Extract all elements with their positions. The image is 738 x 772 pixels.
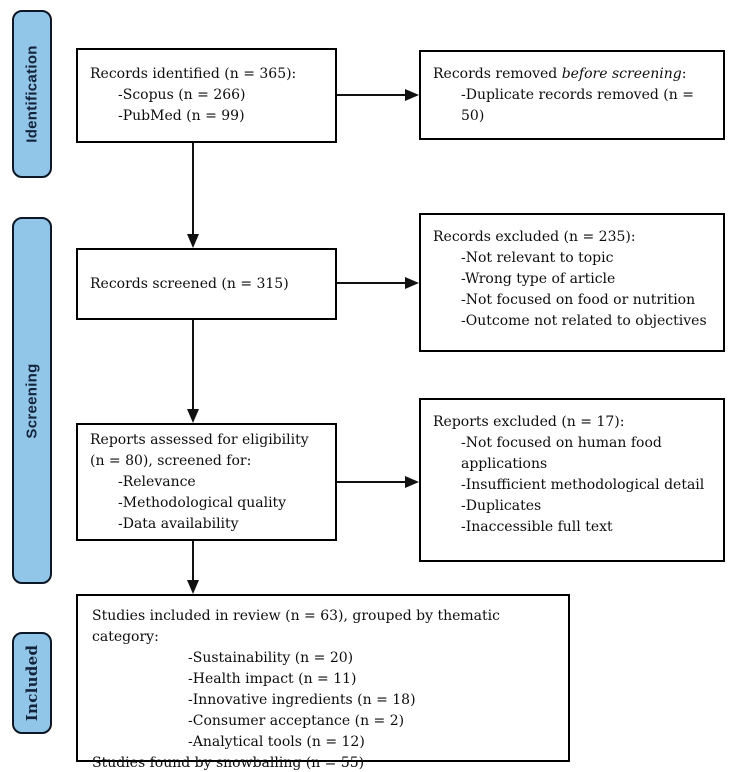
- box-records-removed: [419, 50, 725, 140]
- stage-bar-screening: [12, 217, 52, 584]
- reports-excluded-item: -Inaccessible full text: [461, 519, 613, 535]
- reports-assessed-item: -Data availability: [118, 515, 239, 532]
- arrowhead-down-icon: [187, 234, 199, 248]
- arrow-identified-to-screened: [192, 143, 194, 234]
- studies-included-title: Studies included in review (n = 63), grouped by thematic category:: [92, 608, 500, 645]
- box-reports-excluded: [419, 398, 725, 562]
- box-records-identified: [76, 48, 337, 143]
- reports-excluded-title: Reports excluded (n = 17):: [433, 414, 625, 430]
- records-screened-title: Records screened (n = 315): [90, 275, 289, 292]
- reports-excluded-item: -Not focused on human food applications: [461, 435, 662, 472]
- arrowhead-right-icon: [405, 277, 419, 289]
- box-reports-assessed: [76, 423, 337, 541]
- records-removed-title: [433, 64, 711, 85]
- box-records-excluded: [419, 213, 725, 352]
- records-identified-title: Records identified (n = 365):: [90, 66, 297, 82]
- studies-included-item: -Innovative ingredients (n = 18): [188, 692, 416, 708]
- arrowhead-down-icon: [187, 409, 199, 423]
- records-excluded-item: -Wrong type of article: [461, 271, 616, 287]
- reports-assessed-item: -Methodological quality: [118, 494, 287, 511]
- reports-assessed-title-line1: Reports assessed for eligibility: [90, 431, 309, 448]
- studies-included-item: -Health impact (n = 11): [188, 671, 357, 687]
- stage-label-identification: Identification: [23, 45, 41, 143]
- stage-bar-included: [12, 632, 52, 734]
- reports-excluded-item: -Duplicates: [461, 498, 542, 514]
- records-excluded-title: Records excluded (n = 235):: [433, 229, 636, 245]
- records-excluded-item: -Not relevant to topic: [461, 250, 614, 266]
- arrow-screened-to-assessed: [192, 320, 194, 409]
- records-removed-title-prefix: Records removed: [433, 65, 562, 82]
- arrow-identified-to-removed: [337, 94, 405, 96]
- stage-label-screening: Screening: [23, 362, 41, 439]
- records-identified-item-pubmed: -PubMed (n = 99): [118, 108, 245, 124]
- studies-included-item: -Consumer acceptance (n = 2): [188, 713, 405, 729]
- arrowhead-right-icon: [405, 89, 419, 101]
- studies-included-item: -Analytical tools (n = 12): [188, 734, 365, 750]
- reports-assessed-item: -Relevance: [118, 473, 196, 490]
- arrowhead-down-icon: [187, 580, 199, 594]
- studies-snowballing-line: Studies found by snowballing (n = 55): [92, 755, 365, 771]
- stage-bar-identification: [12, 10, 52, 178]
- records-removed-item-duplicates: -Duplicate records removed (n = 50): [461, 86, 694, 124]
- arrow-assessed-to-included: [192, 541, 194, 580]
- arrowhead-right-icon: [405, 476, 419, 488]
- reports-excluded-item: -Insufficient methodological detail: [461, 477, 705, 493]
- records-identified-item-scopus: -Scopus (n = 266): [118, 87, 246, 103]
- arrow-assessed-to-reports-excluded: [337, 481, 405, 483]
- records-excluded-item: -Not focused on food or nutrition: [461, 292, 696, 308]
- records-excluded-item: -Outcome not related to objectives: [461, 313, 707, 329]
- reports-assessed-title-line2: (n = 80), screened for:: [90, 452, 252, 469]
- stage-label-included: Included: [23, 644, 41, 722]
- studies-included-item: -Sustainability (n = 20): [188, 650, 354, 666]
- arrow-screened-to-excluded: [337, 282, 405, 284]
- records-removed-title-italic: before screening: [561, 65, 682, 82]
- box-records-screened: [76, 248, 337, 320]
- records-removed-title-suffix: :: [681, 65, 687, 82]
- box-studies-included: [76, 594, 570, 771]
